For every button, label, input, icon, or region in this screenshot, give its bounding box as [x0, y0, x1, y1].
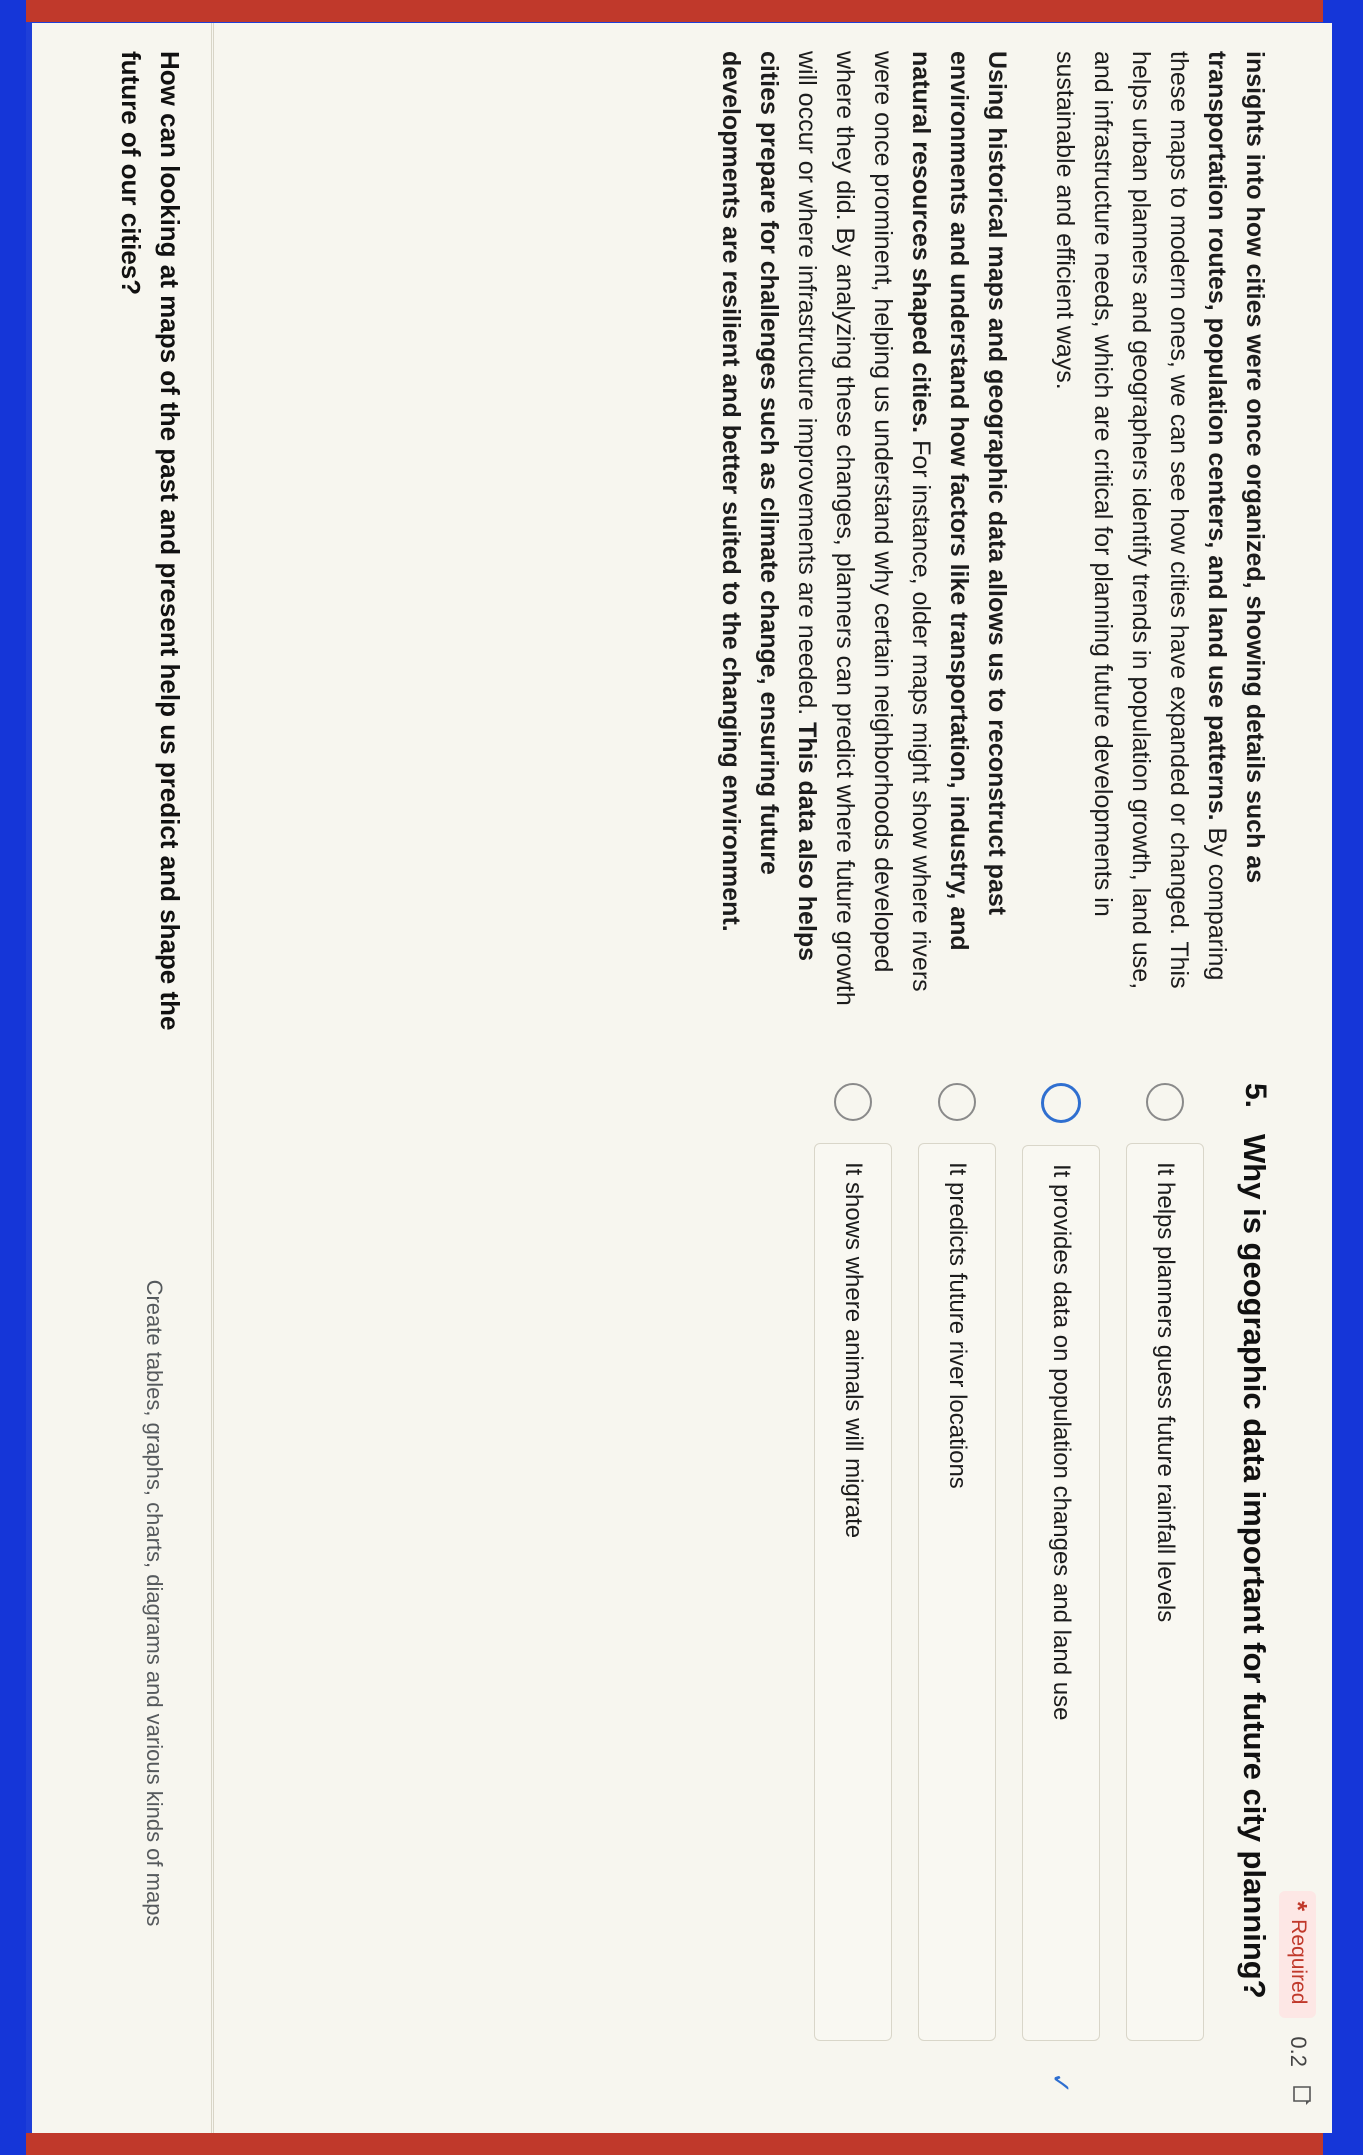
- flag-icon[interactable]: [1285, 2085, 1311, 2107]
- question-number: 5.: [1238, 1082, 1272, 1108]
- option-row[interactable]: [1125, 1083, 1203, 2103]
- frame-edge-top: [0, 0, 1363, 22]
- passage-rest-1: By comparing these maps to modern ones, we can see how cities have expanded or changed. This helps urban planners and geographers identify trends in population growth, land use, and infrastructure needs, which are critical for planning future developments in sustainable and efficient ways.: [1050, 50, 1231, 989]
- option-label[interactable]: It helps planners guess future rainfall levels: [1125, 1143, 1203, 2041]
- passage-rest-2: For instance, older maps might show where rivers were once prominent, helping us understand why certain neighborhoods developed where they did. By analyzing these changes, planners can predict where future growth will occur or where infrastructure improvements are needed.: [792, 50, 935, 1006]
- passage-bold-3: This data also helps cities prepare for challenges such as climate change, ensuring future developments are resilient and better suited to the changing environment.: [716, 50, 821, 961]
- option-label[interactable]: It shows where animals will migrate: [813, 1143, 891, 2041]
- option-row[interactable]: [813, 1083, 891, 2103]
- radio-icon[interactable]: [937, 1083, 975, 1121]
- question-text: Why is geographic data important for future city planning?: [1236, 1133, 1272, 1999]
- asterisk-icon: *: [1283, 1900, 1313, 1911]
- option-row[interactable]: [917, 1083, 995, 2103]
- frame-edge-bottom: [0, 2133, 1363, 2155]
- passage-bold-2: Using historical maps and geographic data allows us to reconstruct past environments and understand how factors like transportation, industry, and natural resources shaped cities.: [906, 50, 1011, 951]
- form-sheet: [32, 23, 1332, 2133]
- final-question: How can looking at maps of the past and present help us predict and shape the future of our cities?: [115, 50, 185, 1030]
- section-divider: [213, 23, 214, 2133]
- score-value: 0.2: [1285, 2035, 1311, 2067]
- passage-paragraph-1: [1046, 51, 1274, 1031]
- required-badge: [1279, 1891, 1316, 2018]
- bottom-section: [115, 23, 212, 2133]
- content-area: [32, 23, 1274, 2133]
- radio-icon[interactable]: [833, 1083, 871, 1121]
- options-list: [813, 1083, 1203, 2103]
- passage-paragraph-2: [712, 51, 1016, 1031]
- passage-bold-1: insights into how cities were once organized, showing details such as transportation routes, population centers, and land use patterns.: [1202, 50, 1269, 883]
- question-header: [1233, 1083, 1273, 2103]
- rotated-canvas: [32, 23, 1332, 2133]
- check-icon: ✓: [1045, 2071, 1076, 2094]
- footer-note: Create tables, graphs, charts, diagrams and various kinds of maps: [141, 1279, 167, 1926]
- option-label[interactable]: It predicts future river locations: [917, 1143, 995, 2041]
- radio-icon[interactable]: [1040, 1083, 1080, 1123]
- required-label: Required: [1287, 1918, 1310, 2004]
- option-label[interactable]: It provides data on population changes and land use: [1021, 1145, 1099, 2041]
- radio-icon[interactable]: [1145, 1083, 1183, 1121]
- passage-column: [682, 51, 1274, 1031]
- frame-edge-left: [0, 0, 26, 2155]
- option-row[interactable]: [1021, 1083, 1099, 2103]
- question-column: [787, 1083, 1273, 2103]
